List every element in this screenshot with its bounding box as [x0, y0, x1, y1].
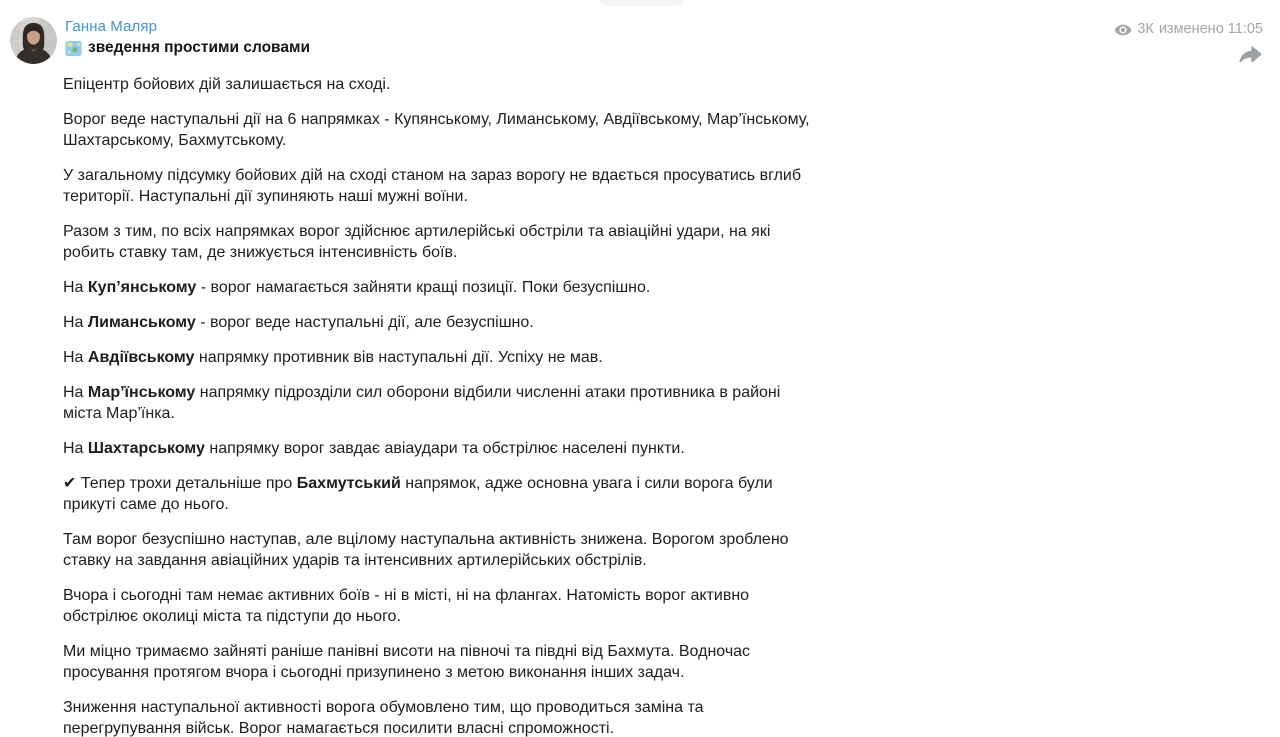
eye-icon	[1114, 24, 1132, 36]
avatar[interactable]	[10, 17, 57, 64]
paragraph: На Лиманському - ворог веде наступальні дії, але безуспішно.	[63, 314, 534, 331]
paragraph: На Куп’янському - ворог намагається зайняти кращі позиції. Поки безуспішно.	[63, 279, 651, 296]
paragraph: Разом з тим, по всіх напрямках ворог здійснює артилерійські обстріли та авіаційні удари, на які робить ставку там, де знижується інтенсивність боїв.	[63, 223, 771, 261]
paragraph: На Шахтарському напрямку ворог завдає авіаудари та обстрілює населені пункти.	[63, 440, 685, 457]
paragraph: Зниження наступальної активності ворога обумовлено тим, що проводиться заміна та перегрупування військ. Ворог намагається посилити власні спроможності.	[63, 699, 704, 737]
post-header	[65, 18, 310, 57]
paragraph: ✔ Тепер трохи детальніше про Бахмутський напрямок, адже основна увага і сили ворога були прикуті саме до нього.	[63, 475, 773, 513]
author-name[interactable]: Ганна Маляр	[65, 18, 158, 35]
forward-arrow-icon[interactable]	[1236, 43, 1263, 67]
post-title: зведення простими словами	[88, 39, 310, 56]
paragraph: Ворог веде наступальні дії на 6 напрямках - Купянському, Лиманському, Авдіївському, Мар’їнському, Шахтарському, Бахмутському.	[63, 111, 810, 149]
paragraph: Епіцентр бойових дій залишається на сході.	[63, 76, 391, 93]
edited-time: изменено 11:05	[1158, 21, 1263, 37]
paragraph: На Мар’їнському напрямку підрозділи сил оборони відбили численні атаки противника в районі міста Мар’їнка.	[63, 384, 781, 422]
floating-date-badge-clipped	[598, 0, 684, 6]
avatar-photo	[10, 17, 57, 64]
views-count: 3К	[1137, 21, 1154, 37]
paragraph: Вчора і сьогодні там немає активних боїв - ні в місті, ні на флангах. Натомість ворог активно обстрілює околиці міста та підступи до нього.	[63, 587, 750, 625]
paragraph: У загальному підсумку бойових дій на сході станом на зараз ворогу не вдається просуватись вглиб території. Наступальні дії зупиняють наші мужні воїни.	[63, 167, 801, 205]
world-map-emoji	[65, 40, 82, 57]
paragraph: Ми міцно тримаємо зайняті раніше панівні висоти на півночі та півдні від Бахмута. Водночас просування протягом вчора і сьогодні призупинено з метою виконання інших задач.	[63, 643, 751, 681]
paragraph: Там ворог безуспішно наступав, але вцілому наступальна активність знижена. Ворогом зроблено ставку на завдання авіаційних ударів та інтенсивних артилерійських обстрілів.	[63, 531, 789, 569]
post-title-line	[65, 39, 310, 57]
post-meta	[1114, 21, 1263, 37]
paragraph: На Авдіївському напрямку противник вів наступальні дії. Успіху не мав.	[63, 349, 603, 366]
post-text	[63, 74, 821, 737]
